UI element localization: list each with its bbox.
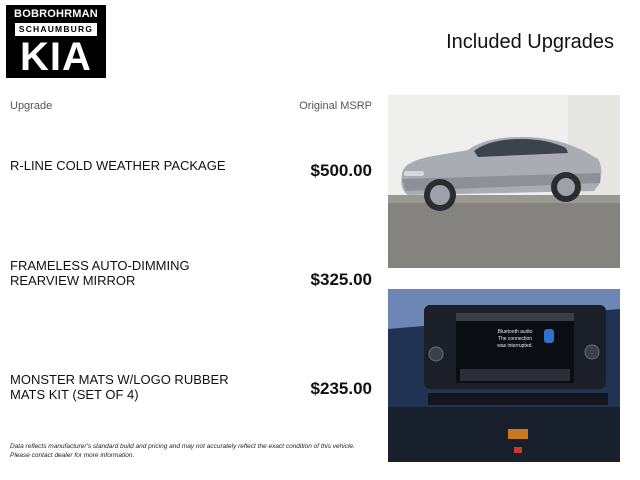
upgrade-name: R-LINE COLD WEATHER PACKAGE xyxy=(10,158,226,173)
screen-text-1: Bluetooth audio xyxy=(497,329,533,335)
page-title: Included Upgrades xyxy=(446,31,614,53)
logo-line3: KIA xyxy=(20,35,92,79)
disclaimer xyxy=(10,442,380,460)
disclaimer-line2: Please contact dealer for more information. xyxy=(10,452,135,459)
upgrade-name: MONSTER MATS W/LOGO RUBBER MATS KIT (SET OF 4) xyxy=(10,372,229,402)
upgrade-price: $500.00 xyxy=(310,161,372,180)
infotainment-photo xyxy=(388,289,620,462)
column-header-msrp: Original MSRP xyxy=(299,100,372,112)
upgrade-price: $235.00 xyxy=(310,379,372,398)
upgrade-name: FRAMELESS AUTO-DIMMING REARVIEW MIRROR xyxy=(10,258,190,288)
disclaimer-line1: Data reflects manufacturer's standard build and pricing and may not accurately reflect the exact condition of this vehicle. xyxy=(10,443,355,450)
upgrade-price: $325.00 xyxy=(310,270,372,289)
column-header-upgrade: Upgrade xyxy=(10,100,53,112)
vehicle-exterior-photo xyxy=(388,95,620,268)
dealer-logo xyxy=(6,5,106,78)
screen-text-2: The connection xyxy=(497,336,533,342)
screen-text-3: was interrupted. xyxy=(497,343,533,349)
logo-line1: BOBROHRMAN xyxy=(14,8,98,20)
logo-line2: SCHAUMBURG xyxy=(15,23,97,36)
